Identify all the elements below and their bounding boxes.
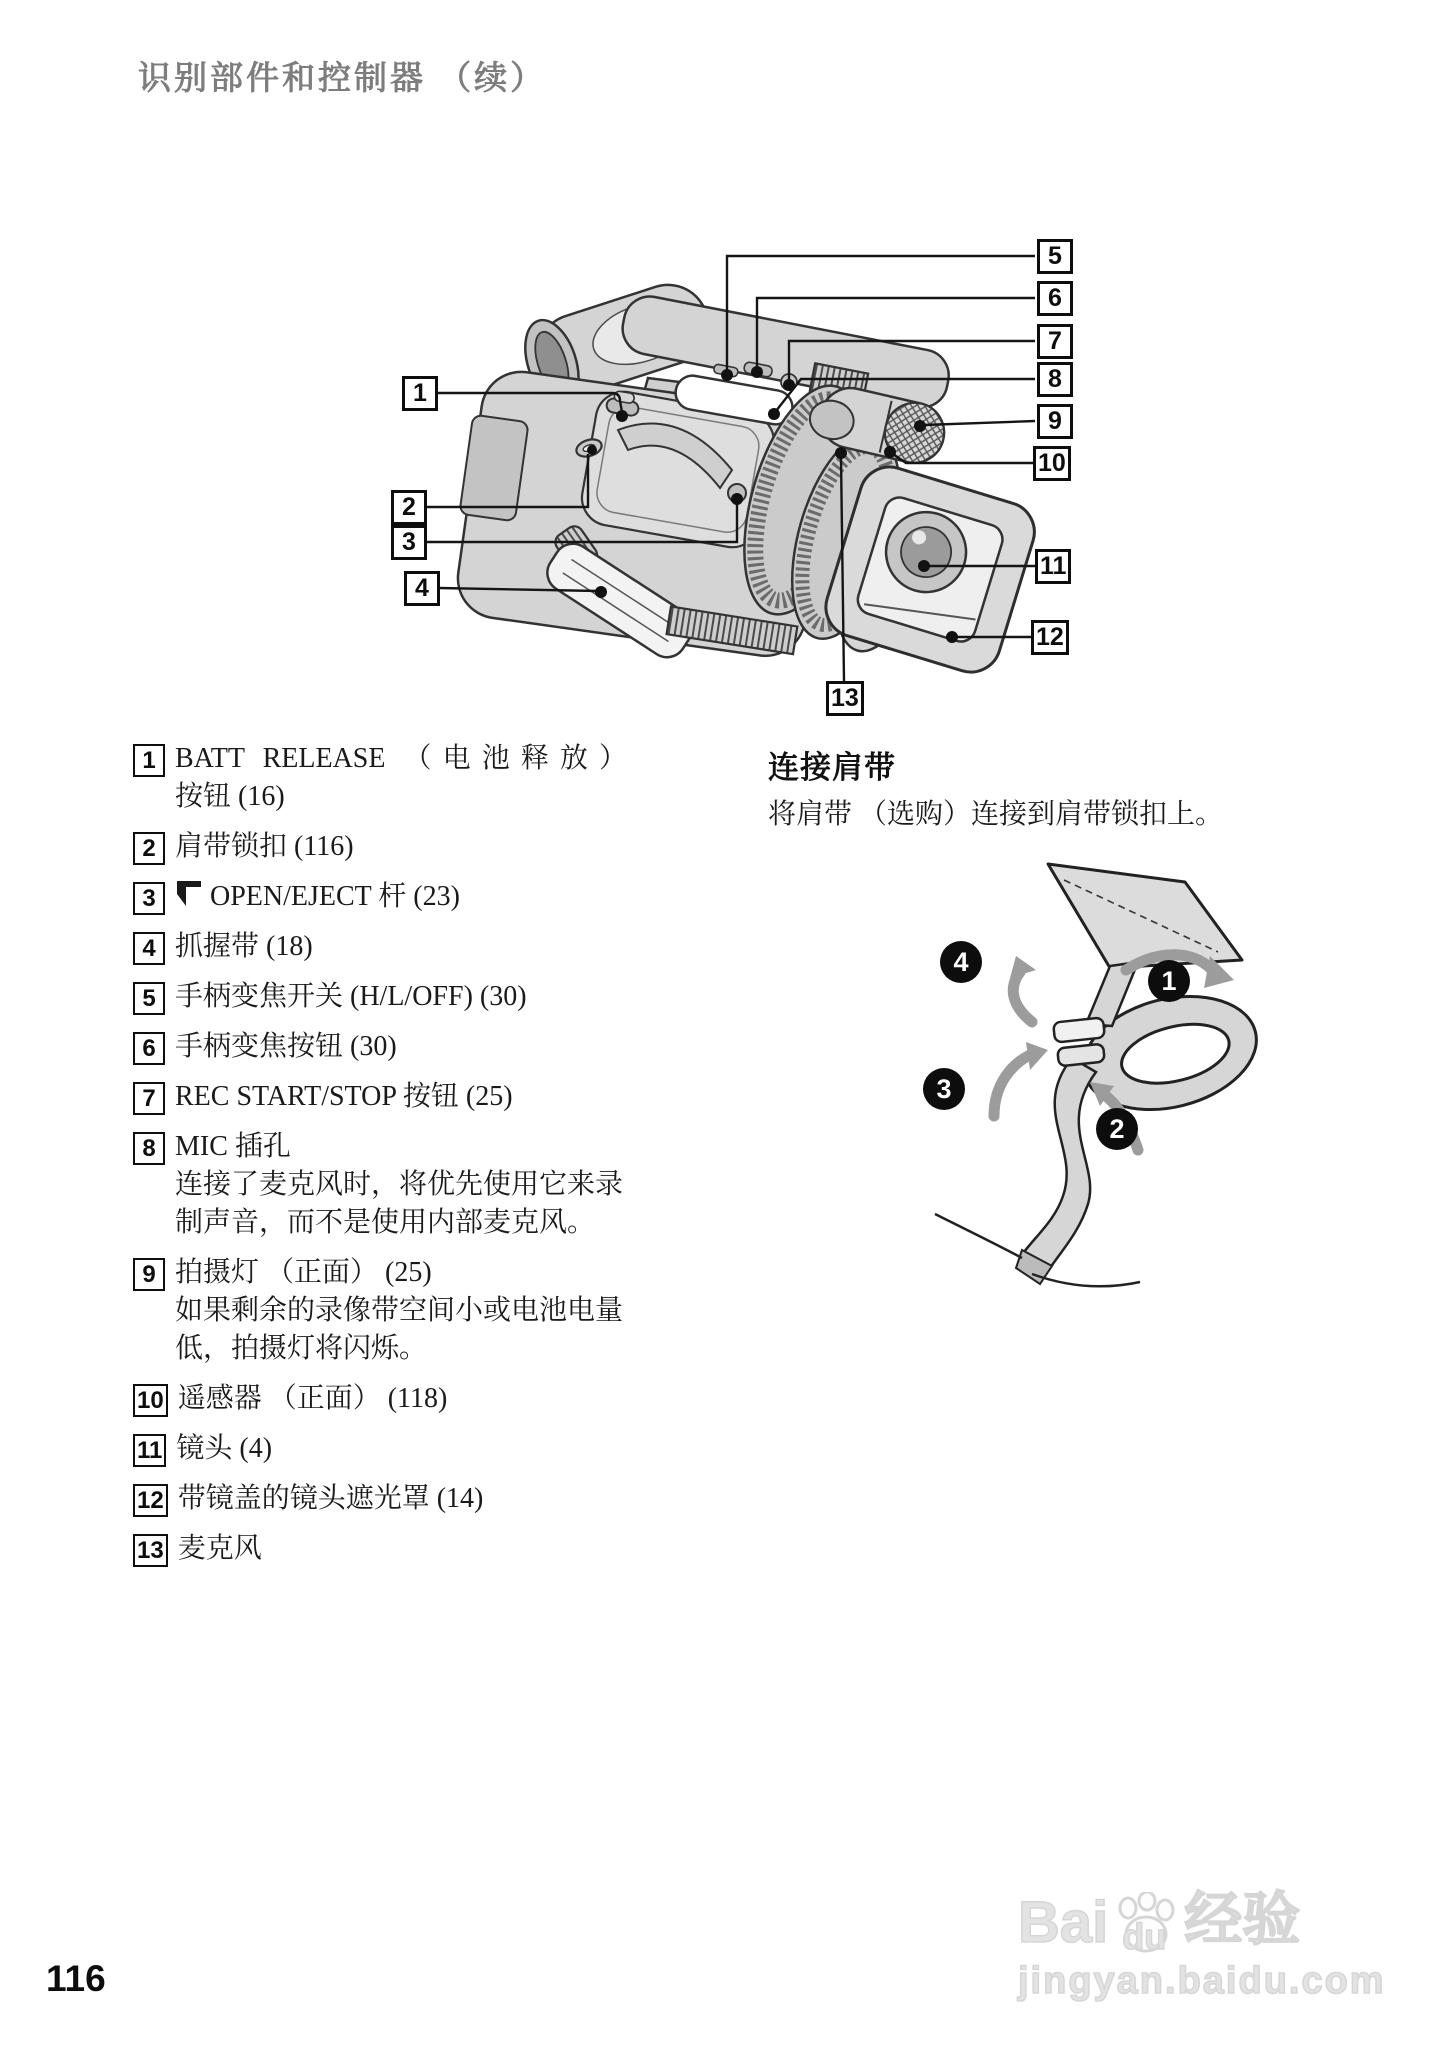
strap-tail (1024, 1058, 1096, 1268)
part-item-2: 2 肩带锁扣 (116) (133, 828, 663, 866)
page-header: 识别部件和控制器 （续） (138, 59, 547, 96)
paw-icon (1114, 1892, 1178, 1956)
open-eject-lever-icon (175, 878, 202, 908)
step-circle-3: 3 (923, 1068, 965, 1110)
strap-section-heading: 连接肩带 (768, 750, 896, 785)
part-item-6: 6 手柄变焦按钮 (30) (133, 1028, 663, 1066)
callout-7: 7 (1037, 324, 1073, 359)
camcorder-diagram (380, 170, 1100, 730)
callout-13: 13 (826, 681, 864, 716)
part-number-badge: 8 (133, 1132, 165, 1165)
part-number-badge: 11 (133, 1434, 166, 1467)
watermark-du: du (1122, 1916, 1167, 1957)
callout-9: 9 (1037, 404, 1073, 439)
part-number-badge: 6 (133, 1032, 165, 1065)
part-item-7: 7 REC START/STOP 按钮 (25) (133, 1078, 663, 1116)
watermark-jingyan: 经验 (1184, 1887, 1301, 1952)
part-item-9: 9 拍摄灯 （正面） (25) 如果剩余的录像带空间小或电池电量 低，拍摄灯将闪烁。 (133, 1254, 663, 1368)
watermark-brand (1018, 1872, 1398, 1956)
part-number-badge: 3 (133, 882, 165, 915)
part-item-12: 12 带镜盖的镜头遮光罩 (14) (133, 1480, 663, 1518)
callout-3: 3 (391, 525, 427, 560)
part-number-badge: 9 (133, 1258, 165, 1291)
callout-1: 1 (402, 376, 438, 411)
part-number-badge: 1 (133, 744, 165, 777)
parts-list (133, 740, 663, 1580)
step-circle-1: 1 (1148, 960, 1190, 1002)
baidu-watermark (1018, 1872, 1398, 2003)
camcorder-line-art (380, 170, 1100, 730)
part-item-5: 5 手柄变焦开关 (H/L/OFF) (30) (133, 978, 663, 1016)
step-circle-4: 4 (940, 941, 982, 983)
callout-4: 4 (404, 571, 440, 606)
callout-8: 8 (1037, 362, 1073, 397)
part-number-badge: 7 (133, 1082, 165, 1115)
watermark-bai: Bai (1018, 1890, 1109, 1955)
watermark-url: jingyan.baidu.com (1018, 1960, 1386, 2002)
page-number: 116 (46, 1958, 106, 1999)
callout-10: 10 (1033, 446, 1071, 481)
part-number-badge: 5 (133, 982, 165, 1015)
strap-section-body: 将肩带 （选购）连接到肩带锁扣上。 (768, 799, 1224, 830)
part-item-11: 11 镜头 (4) (133, 1430, 663, 1468)
part-number-badge: 4 (133, 932, 165, 965)
callout-2: 2 (391, 490, 427, 525)
part-number-badge: 10 (133, 1384, 168, 1417)
step-circle-2: 2 (1096, 1108, 1138, 1150)
part-item-4: 4 抓握带 (18) (133, 928, 663, 966)
part-number-badge: 13 (133, 1534, 168, 1567)
shoulder-pad (1048, 864, 1242, 968)
strap-diagram (880, 858, 1300, 1288)
part-number-badge: 12 (133, 1484, 168, 1517)
part-item-8: 8 MIC 插孔 连接了麦克风时，将优先使用它来录 制声音，而不是使用内部麦克风。 (133, 1128, 663, 1242)
callout-11: 11 (1035, 549, 1071, 584)
part-item-10: 10 遥感器 （正面） (118) (133, 1380, 663, 1418)
part-number-badge: 2 (133, 832, 165, 865)
part-item-1: 1 BATT RELEASE （电池释放） 按钮 (16) (133, 740, 663, 816)
part-item-13: 13 麦克风 (133, 1530, 663, 1568)
part-item-3: 3 OPEN/EJECT 杆 (23) (133, 878, 663, 916)
callout-12: 12 (1031, 620, 1069, 655)
callout-6: 6 (1037, 281, 1073, 316)
callout-5: 5 (1037, 239, 1073, 274)
